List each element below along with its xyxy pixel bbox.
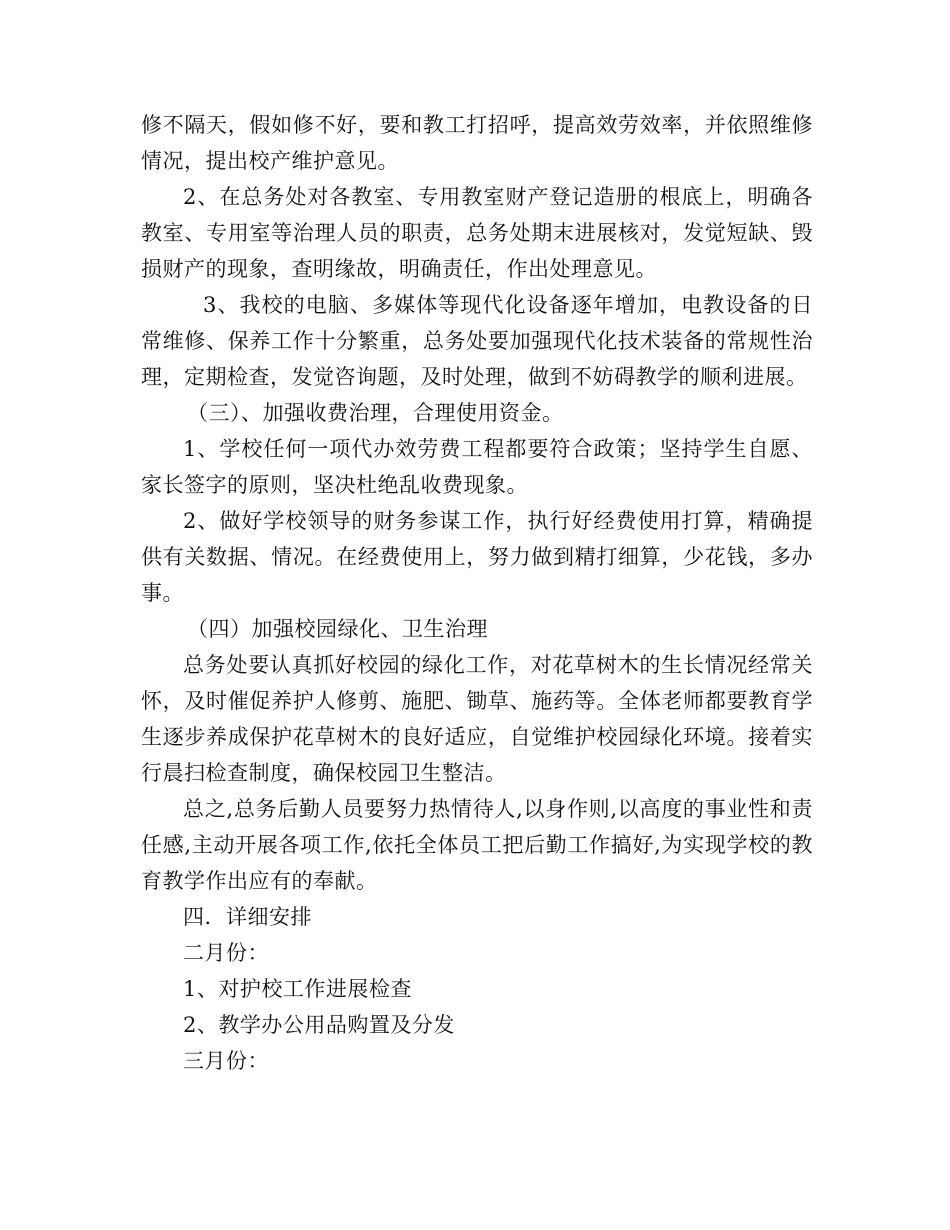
paragraph-item-2-property-register: 2、在总务处对各教室、专用教室财产登记造册的根底上，明确各教室、专用室等治理人员的职责，总务处期末进展核对，发觉短缺、毁损财产的现象，查明缘故，明确责任，作出处理意见。 [141,185,813,281]
paragraph-repair-continuation: 修不隔天，假如修不好，要和教工打招呼，提高效劳效率，并依照维修情况，提出校产维护意见。 [141,113,813,173]
paragraph-fees-item-2: 2、做好学校领导的财务参谋工作，执行好经费使用打算，精确提供有关数据、情况。在经费使用上，努力做到精打细算，少花钱，多办事。 [141,509,813,605]
paragraph-summary: 总之,总务后勤人员要努力热情待人,以身作则,以高度的事业性和责任感,主动开展各项工作,依托全体员工把后勤工作搞好,为实现学校的教育教学作出应有的奉献。 [141,797,813,893]
section-heading-greening: （四）加强校园绿化、卫生治理 [187,617,488,641]
section-heading-fees: （三）、加强收费治理，合理使用资金。 [187,401,564,425]
month-heading-february: 二月份： [183,941,269,965]
february-item-1: 1、对护校工作进展检查 [183,977,412,1001]
section-heading-schedule: 四．详细安排 [183,905,312,929]
month-heading-march: 三月份： [183,1049,269,1073]
paragraph-fees-item-1: 1、学校任何一项代办效劳费工程都要符合政策；坚持学生自愿、家长签字的原则，坚决杜绝乱收费现象。 [141,437,813,497]
paragraph-greening: 总务处要认真抓好校园的绿化工作，对花草树木的生长情况经常关怀，及时催促养护人修剪、施肥、锄草、施药等。全体老师都要教育学生逐步养成保护花草树木的良好适应，自觉维护校园绿化环境。接着实行晨扫检查制度，确保校园卫生整洁。 [141,653,813,785]
february-item-2: 2、教学办公用品购置及分发 [183,1013,455,1037]
paragraph-item-3-modern-equipment: 3、我校的电脑、多媒体等现代化设备逐年增加，电教设备的日常维修、保养工作十分繁重，总务处要加强现代化技术装备的常规性治理，定期检查，发觉咨询题，及时处理，做到不妨碍教学的顺利进展。 [141,293,813,389]
document-body [141,107,813,1079]
